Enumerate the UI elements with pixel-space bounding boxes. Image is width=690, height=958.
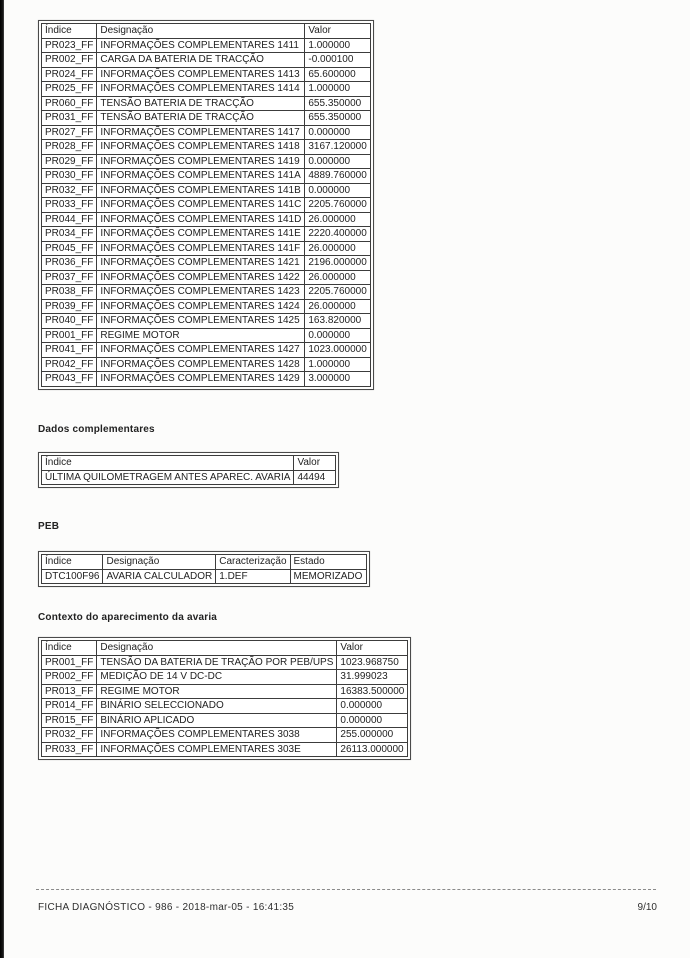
table-cell: PR034_FF — [42, 227, 97, 242]
table-cell: TENSÃO DA BATERIA DE TRAÇÃO POR PEB/UPS — [97, 655, 337, 670]
table-row — [42, 569, 367, 584]
table-cell: 4889.760000 — [305, 169, 371, 184]
table-cell: INFORMAÇÕES COMPLEMENTARES 303E — [97, 742, 337, 757]
table-cell: 163.820000 — [305, 314, 371, 329]
table-row — [42, 655, 408, 670]
table-row — [42, 140, 371, 155]
table-cell: PR038_FF — [42, 285, 97, 300]
table-row — [42, 670, 408, 685]
table-row — [42, 728, 408, 743]
peb-table-frame — [38, 551, 370, 587]
table-cell: INFORMAÇÕES COMPLEMENTARES 1418 — [97, 140, 305, 155]
table-cell: 26.000000 — [305, 270, 371, 285]
table-cell: PR042_FF — [42, 357, 97, 372]
table-row — [42, 125, 371, 140]
table-cell: PR023_FF — [42, 38, 97, 53]
table-cell: 2220.400000 — [305, 227, 371, 242]
table-row — [42, 169, 371, 184]
table-cell: PR037_FF — [42, 270, 97, 285]
table-cell: INFORMAÇÕES COMPLEMENTARES 1417 — [97, 125, 305, 140]
table-cell: INFORMAÇÕES COMPLEMENTARES 1423 — [97, 285, 305, 300]
table-cell: TENSÃO BATERIA DE TRACÇÃO — [97, 111, 305, 126]
table-row — [42, 357, 371, 372]
table-cell: PR001_FF — [42, 655, 97, 670]
table-cell: 16383.500000 — [337, 684, 408, 699]
table-cell: PR032_FF — [42, 728, 97, 743]
contexto-table-frame — [38, 637, 411, 760]
table-cell: 1.000000 — [305, 38, 371, 53]
table-cell: 2205.760000 — [305, 198, 371, 213]
table-header-row — [42, 24, 371, 39]
table-row — [42, 67, 371, 82]
column-header: Índice — [42, 641, 97, 656]
table-cell: 1023.000000 — [305, 343, 371, 358]
table-cell: PR027_FF — [42, 125, 97, 140]
peb-fault-table — [41, 554, 367, 584]
table-cell: 0.000000 — [305, 183, 371, 198]
section-title-contexto: Contexto do aparecimento da avaria — [38, 612, 218, 623]
table-cell: PR039_FF — [42, 299, 97, 314]
section-title-peb: PEB — [38, 521, 60, 532]
table-cell: PR024_FF — [42, 67, 97, 82]
table-cell: PR013_FF — [42, 684, 97, 699]
table-cell: MEDIÇÃO DE 14 V DC-DC — [97, 670, 337, 685]
table-cell: 655.350000 — [305, 111, 371, 126]
table-cell: PR028_FF — [42, 140, 97, 155]
column-header: Índice — [42, 24, 97, 39]
table-cell: PR030_FF — [42, 169, 97, 184]
table-cell: BINÁRIO APLICADO — [97, 713, 337, 728]
table-cell: ÚLTIMA QUILOMETRAGEM ANTES APAREC. AVARIA — [42, 470, 294, 485]
table-cell: INFORMAÇÕES COMPLEMENTARES 141F — [97, 241, 305, 256]
table-row — [42, 372, 371, 387]
table-cell: 26.000000 — [305, 212, 371, 227]
table-cell: -0.000100 — [305, 53, 371, 68]
table-cell: 0.000000 — [305, 125, 371, 140]
table-cell: INFORMAÇÕES COMPLEMENTARES 1427 — [97, 343, 305, 358]
footer-document-info: FICHA DIAGNÓSTICO - 986 - 2018-mar-05 - 16:41:35 — [38, 902, 295, 913]
table-cell: INFORMAÇÕES COMPLEMENTARES 1419 — [97, 154, 305, 169]
table-cell: PR045_FF — [42, 241, 97, 256]
table-row — [42, 183, 371, 198]
table-row — [42, 699, 408, 714]
table-cell: 0.000000 — [305, 328, 371, 343]
table-cell: MEMORIZADO — [290, 569, 366, 584]
footer-divider — [36, 889, 656, 890]
table-cell: DTC100F96 — [42, 569, 103, 584]
table-cell: PR044_FF — [42, 212, 97, 227]
table-row — [42, 328, 371, 343]
table-cell: 1.000000 — [305, 357, 371, 372]
table-row — [42, 285, 371, 300]
table-cell: 2196.000000 — [305, 256, 371, 271]
table-row — [42, 256, 371, 271]
table-cell: BINÁRIO SELECCIONADO — [97, 699, 337, 714]
table-row — [42, 241, 371, 256]
column-header: Designação — [97, 24, 305, 39]
table-cell: PR036_FF — [42, 256, 97, 271]
table-header-row — [42, 555, 367, 570]
table-cell: 26.000000 — [305, 299, 371, 314]
table-row — [42, 154, 371, 169]
table-cell: PR029_FF — [42, 154, 97, 169]
table-cell: PR002_FF — [42, 53, 97, 68]
table-cell: 3167.120000 — [305, 140, 371, 155]
column-header: Valor — [294, 456, 336, 471]
table-cell: PR032_FF — [42, 183, 97, 198]
table-cell: TENSÃO BATERIA DE TRACÇÃO — [97, 96, 305, 111]
table-row — [42, 343, 371, 358]
column-header: Caracterização — [216, 555, 290, 570]
table-cell: INFORMAÇÕES COMPLEMENTARES 141B — [97, 183, 305, 198]
table-row — [42, 198, 371, 213]
table-cell: PR001_FF — [42, 328, 97, 343]
table-cell: PR033_FF — [42, 198, 97, 213]
table-cell: PR031_FF — [42, 111, 97, 126]
table-header-row — [42, 641, 408, 656]
table-cell: PR040_FF — [42, 314, 97, 329]
table-cell: INFORMAÇÕES COMPLEMENTARES 1424 — [97, 299, 305, 314]
table-header-row — [42, 456, 336, 471]
table-row — [42, 270, 371, 285]
table-row — [42, 53, 371, 68]
table-row — [42, 299, 371, 314]
scan-edge-artifact — [0, 0, 4, 958]
table-cell: INFORMAÇÕES COMPLEMENTARES 1411 — [97, 38, 305, 53]
table-cell: INFORMAÇÕES COMPLEMENTARES 1414 — [97, 82, 305, 97]
table-cell: 0.000000 — [337, 699, 408, 714]
column-header: Designação — [103, 555, 216, 570]
table-row — [42, 227, 371, 242]
table-cell: 1.000000 — [305, 82, 371, 97]
table-row — [42, 470, 336, 485]
table-cell: PR025_FF — [42, 82, 97, 97]
table-cell: 0.000000 — [305, 154, 371, 169]
column-header: Designação — [97, 641, 337, 656]
table-cell: CARGA DA BATERIA DE TRACÇÃO — [97, 53, 305, 68]
table-cell: PR015_FF — [42, 713, 97, 728]
table-cell: INFORMAÇÕES COMPLEMENTARES 1425 — [97, 314, 305, 329]
table-cell: PR033_FF — [42, 742, 97, 757]
table-cell: PR002_FF — [42, 670, 97, 685]
table-cell: INFORMAÇÕES COMPLEMENTARES 141D — [97, 212, 305, 227]
column-header: Índice — [42, 456, 294, 471]
dados-complementares-table-frame — [38, 452, 339, 488]
freeze-frame-table-frame — [38, 20, 374, 390]
table-cell: PR043_FF — [42, 372, 97, 387]
table-cell: INFORMAÇÕES COMPLEMENTARES 141C — [97, 198, 305, 213]
table-cell: INFORMAÇÕES COMPLEMENTARES 1429 — [97, 372, 305, 387]
table-cell: INFORMAÇÕES COMPLEMENTARES 1421 — [97, 256, 305, 271]
table-cell: 2205.760000 — [305, 285, 371, 300]
table-cell: 655.350000 — [305, 96, 371, 111]
table-cell: INFORMAÇÕES COMPLEMENTARES 1413 — [97, 67, 305, 82]
column-header: Índice — [42, 555, 103, 570]
column-header: Valor — [337, 641, 408, 656]
table-cell: INFORMAÇÕES COMPLEMENTARES 3038 — [97, 728, 337, 743]
table-cell: 3.000000 — [305, 372, 371, 387]
table-cell: 255.000000 — [337, 728, 408, 743]
table-cell: REGIME MOTOR — [97, 328, 305, 343]
freeze-frame-table — [41, 23, 371, 387]
contexto-avaria-table — [41, 640, 408, 757]
table-cell: INFORMAÇÕES COMPLEMENTARES 141E — [97, 227, 305, 242]
table-cell: 1.DEF — [216, 569, 290, 584]
table-row — [42, 684, 408, 699]
table-row — [42, 82, 371, 97]
table-row — [42, 212, 371, 227]
section-title-dados-complementares: Dados complementares — [38, 424, 155, 435]
dados-complementares-table — [41, 455, 336, 485]
table-cell: 26.000000 — [305, 241, 371, 256]
table-cell: 31.999023 — [337, 670, 408, 685]
column-header: Estado — [290, 555, 366, 570]
table-cell: 0.000000 — [337, 713, 408, 728]
table-cell: 26113.000000 — [337, 742, 408, 757]
table-row — [42, 96, 371, 111]
table-row — [42, 111, 371, 126]
page-number: 9/10 — [637, 902, 657, 913]
table-cell: INFORMAÇÕES COMPLEMENTARES 1428 — [97, 357, 305, 372]
table-cell: AVARIA CALCULADOR — [103, 569, 216, 584]
table-cell: INFORMAÇÕES COMPLEMENTARES 1422 — [97, 270, 305, 285]
table-cell: INFORMAÇÕES COMPLEMENTARES 141A — [97, 169, 305, 184]
column-header: Valor — [305, 24, 371, 39]
table-cell: REGIME MOTOR — [97, 684, 337, 699]
table-cell: PR014_FF — [42, 699, 97, 714]
table-row — [42, 742, 408, 757]
table-row — [42, 314, 371, 329]
table-row — [42, 38, 371, 53]
table-cell: 65.600000 — [305, 67, 371, 82]
table-cell: 44494 — [294, 470, 336, 485]
table-cell: PR041_FF — [42, 343, 97, 358]
table-cell: PR060_FF — [42, 96, 97, 111]
table-cell: 1023.968750 — [337, 655, 408, 670]
table-row — [42, 713, 408, 728]
